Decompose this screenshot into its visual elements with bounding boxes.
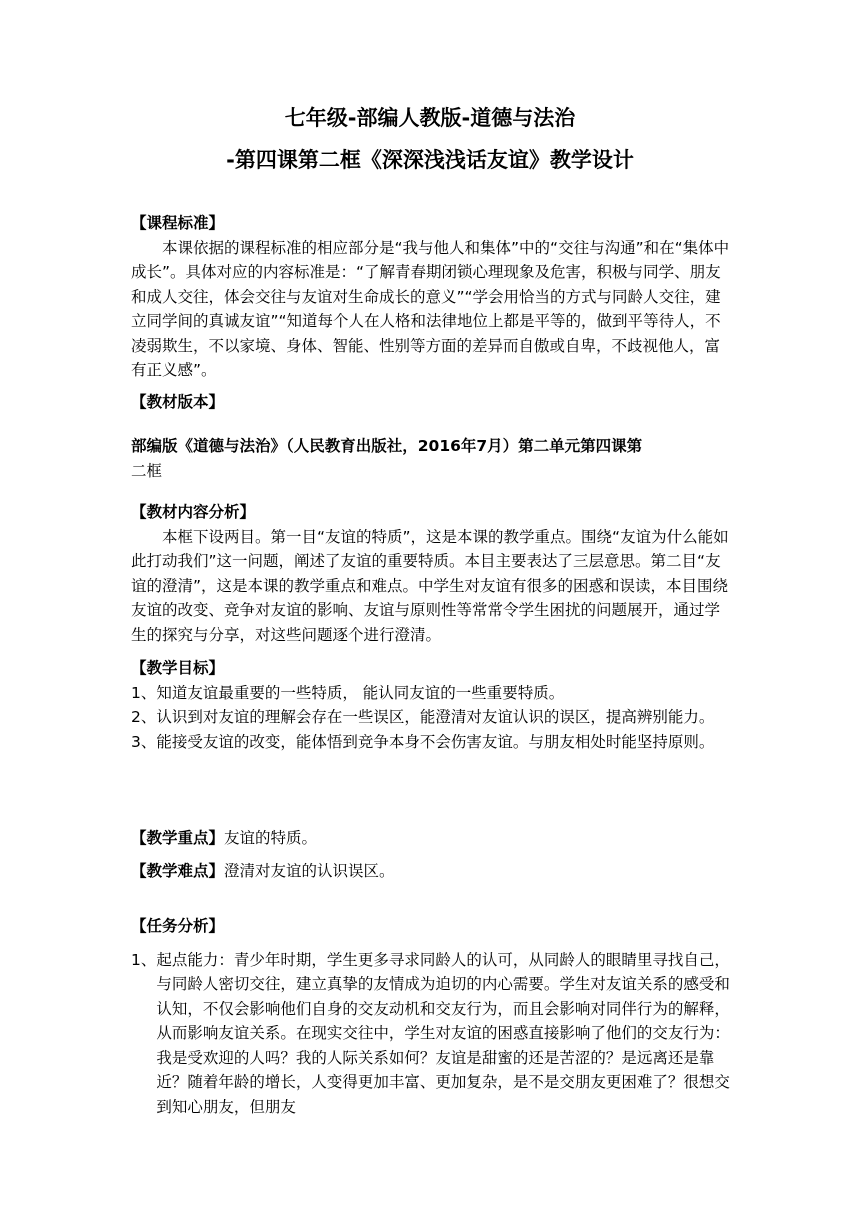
- key-point-label: 【教学重点】: [131, 829, 225, 847]
- edition-text-bold: 部编版《道德与法治》（人民教育出版社，2016年7月）第二单元第四课第: [131, 437, 643, 455]
- goal-item: 3、能接受友谊的改变，能体悟到竞争本身不会伤害友谊。与朋友相处时能坚持原则。: [131, 732, 715, 751]
- section-curriculum: [131, 211, 731, 383]
- section-difficulty: [131, 859, 731, 884]
- section-heading-task: 【任务分析】: [131, 917, 225, 935]
- curriculum-text: 本课依据的课程标准的相应部分是“我与他人和集体”中的“交往与沟通”和在“集体中成长”。具体对应的内容标准是：“了解青春期闭锁心理现象及危害，积极与同学、朋友和成人交往，体会交往与友谊对生命成长的意义”“学会用恰当的方式与同龄人交往，建立同学间的真诚友谊”“知道每个人在人格和法律地位上都是平等的，做到平等待人，不凌弱欺生，不以家境、身体、智能、性别等方面的差异而自傲或自卑，不歧视他人，富有正义感”。: [131, 238, 730, 379]
- edition-text-tail: 二框: [131, 461, 163, 480]
- document-title-line1: 七年级-部编人教版-道德与法治: [284, 106, 576, 130]
- section-heading-goals: 【教学目标】: [131, 659, 225, 677]
- section-analysis: [131, 500, 731, 647]
- goal-item: 2、认识到对友谊的理解会存在一些误区，能澄清对友谊认识的误区，提高辨别能力。: [131, 708, 715, 726]
- section-key-point: [131, 826, 731, 851]
- key-point-text: 友谊的特质。: [224, 829, 318, 847]
- difficulty-text: 澄清对友谊的认识误区。: [224, 862, 395, 880]
- goal-item: 1、知道友谊最重要的一些特质， 能认同友谊的一些重要特质。: [131, 683, 565, 702]
- difficulty-label: 【教学难点】: [131, 862, 225, 880]
- task-item-number: 1、: [131, 950, 157, 969]
- section-heading-curriculum: 【课程标准】: [131, 214, 225, 232]
- document-title-line2: -第四课第二框《深深浅浅话友谊》教学设计: [226, 148, 634, 172]
- section-heading-edition: 【教材版本】: [131, 393, 225, 411]
- task-item: [131, 948, 731, 1120]
- section-edition: [131, 390, 731, 415]
- section-heading-analysis: 【教材内容分析】: [131, 503, 256, 521]
- analysis-text: 本框下设两目。第一目“友谊的特质”，这是本课的教学重点。围绕“友谊为什么能如此打动我们”这一问题，阐述了友谊的重要特质。本目主要表达了三层意思。第二目“友谊的澄清”，这是本课的教学重点和难点。中学生对友谊有很多的困惑和误读，本目围绕友谊的改变、竞争对友谊的影响、友谊与原则性等常常令学生困扰的问题展开，通过学生的探究与分享，对这些问题逐个进行澄清。: [131, 527, 729, 644]
- task-item-text: 起点能力：青少年时期，学生更多寻求同龄人的认可，从同龄人的眼睛里寻找自己，与同龄人密切交往，建立真挚的友情成为迫切的内心需要。学生对友谊关系的感受和认知，不仅会影响他们自身的交友动机和交友行为，而且会影响对同伴行为的解释，从而影响友谊关系。在现实交往中，学生对友谊的困惑直接影响了他们的交友行为：我是受欢迎的人吗？我的人际关系如何？友谊是甜蜜的还是苦涩的？是远离还是靠近？随着年龄的增长，人变得更加丰富、更加复杂，是不是交朋友更困难了？很想交到知心朋友，但朋友: [156, 950, 730, 1116]
- section-task: [131, 914, 731, 1119]
- edition-text: [131, 434, 731, 483]
- section-goals: [131, 656, 731, 754]
